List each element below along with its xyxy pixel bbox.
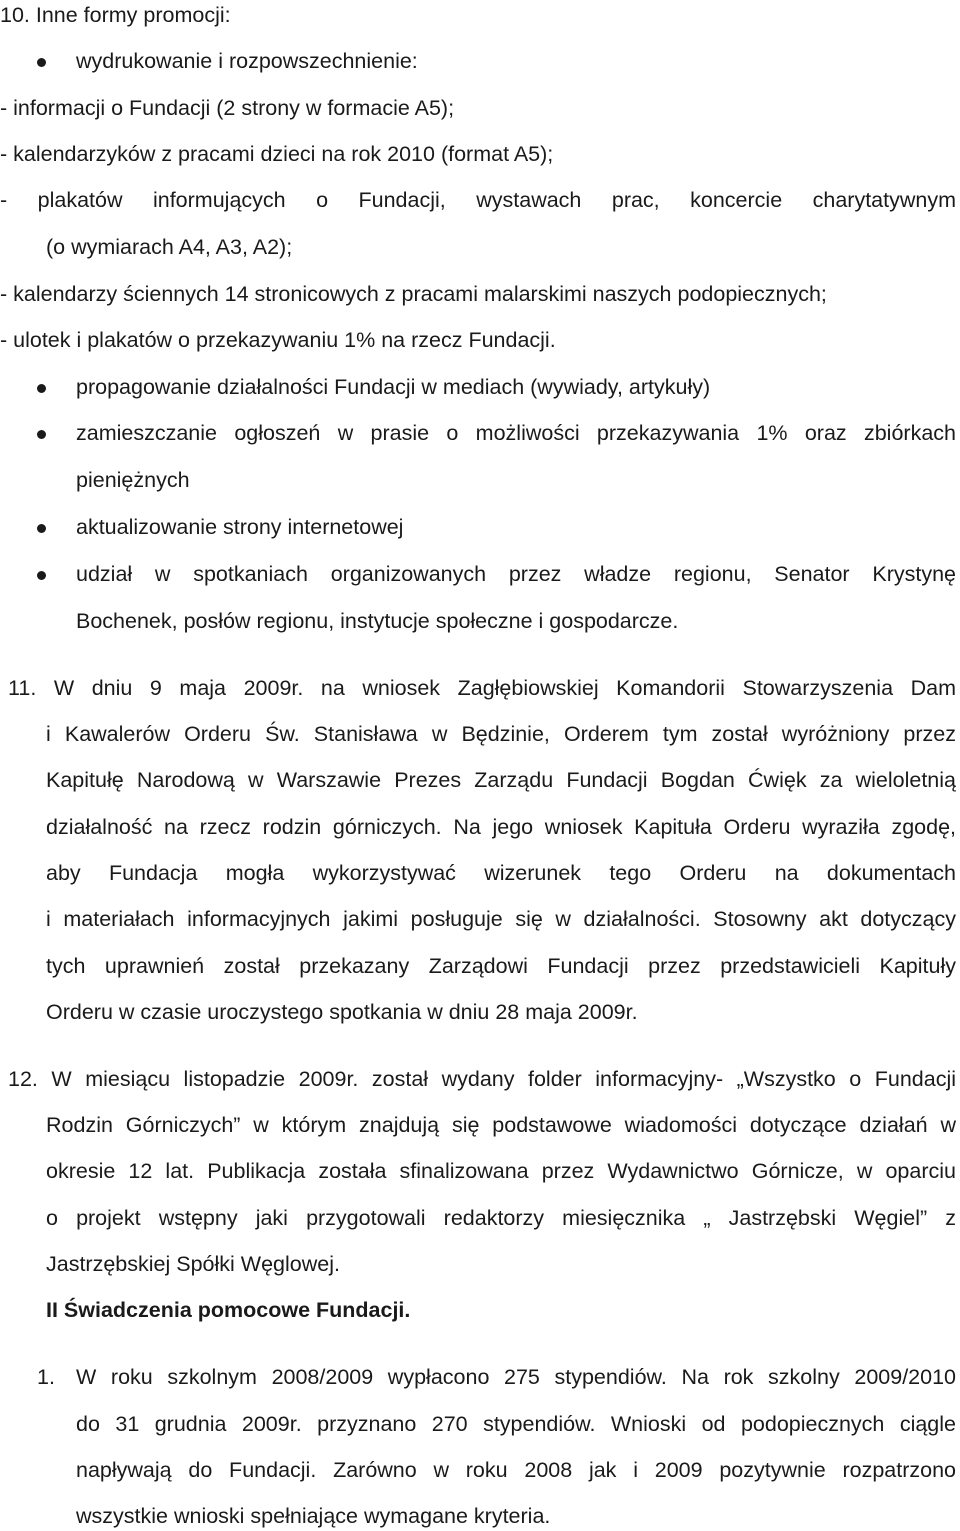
section-11-line: i Kawalerów Orderu Św. Stanisława w Będzinie, Orderem tym został wyróżniony przez [46,722,956,746]
section-11-line: Kapitułę Narodową w Warszawie Prezes Zarządu Fundacji Bogdan Ćwięk za wieloletnią [46,768,956,792]
section-12-line: o projekt wstępny jaki przygotowali redaktorzy miesięcznika „ Jastrzębski Węgiel” z [46,1206,956,1230]
bullet-icon [37,571,46,580]
section-11-line: działalność na rzecz rodzin górniczych. Na jego wniosek Kapituła Orderu wyraziła zgodę, [46,815,956,839]
list-item-continuation: pieniężnych [76,468,190,492]
dash-item: - informacji o Fundacji (2 strony w formacie A5); [0,96,455,120]
list-number: 1. [37,1365,55,1389]
dash-item: - plakatów informujących o Fundacji, wystawach prac, koncercie charytatywnym [0,188,956,212]
section-ii-heading: II Świadczenia pomocowe Fundacji. [46,1298,411,1322]
section-ii-line: napływają do Fundacji. Zarówno w roku 2008 jak i 2009 pozytywnie rozpatrzono [76,1458,956,1482]
section-ii-line: do 31 grudnia 2009r. przyznano 270 stypendiów. Wnioski od podopiecznych ciągle [76,1412,956,1436]
section-11-line: 11. W dniu 9 maja 2009r. na wniosek Zagłębiowskiej Komandorii Stowarzyszenia Dam [8,676,956,700]
dash-item: - kalendarzyków z pracami dzieci na rok 2010 (format A5); [0,142,554,166]
list-item: propagowanie działalności Fundacji w mediach (wywiady, artykuły) [76,375,711,399]
list-item-continuation: Bochenek, posłów regionu, instytucje społeczne i gospodarcze. [76,609,679,633]
section-11-line: i materiałach informacyjnych jakimi posługuje się w działalności. Stosowny akt dotyczący [46,907,956,931]
list-item: udział w spotkaniach organizowanych przez władze regionu, Senator Krystynę [76,562,956,586]
section-10-heading: 10. Inne formy promocji: [0,3,231,27]
dash-item-continuation: (o wymiarach A4, A3, A2); [46,235,293,259]
section-12-line: Rodzin Górniczych” w którym znajdują się podstawowe wiadomości dotyczące działań w [46,1113,956,1137]
section-11-line: Orderu w czasie uroczystego spotkania w dniu 28 maja 2009r. [46,1000,638,1024]
list-item: wydrukowanie i rozpowszechnienie: [76,49,418,73]
section-11-line: tych uprawnień został przekazany Zarządowi Fundacji przez przedstawicieli Kapituły [46,954,956,978]
section-ii-line: W roku szkolnym 2008/2009 wypłacono 275 stypendiów. Na rok szkolny 2009/2010 [76,1365,956,1389]
dash-item: - ulotek i plakatów o przekazywaniu 1% na rzecz Fundacji. [0,328,556,352]
bullet-icon [37,384,46,393]
dash-item: - kalendarzy ściennych 14 stronicowych z pracami malarskimi naszych podopiecznych; [0,282,827,306]
section-11-line: aby Fundacja mogła wykorzystywać wizerunek tego Orderu na dokumentach [46,861,956,885]
section-ii-line: wszystkie wnioski spełniające wymagane kryteria. [76,1504,551,1528]
bullet-icon [37,524,46,533]
bullet-icon [37,430,46,439]
section-12-line: okresie 12 lat. Publikacja została sfinalizowana przez Wydawnictwo Górnicze, w oparciu [46,1159,956,1183]
section-12-line: Jastrzębskiej Spółki Węglowej. [46,1252,340,1276]
bullet-icon [37,58,46,67]
list-item: aktualizowanie strony internetowej [76,515,404,539]
section-12-line: 12. W miesiącu listopadzie 2009r. został wydany folder informacyjny- „Wszystko o Fundacji [8,1067,956,1091]
list-item: zamieszczanie ogłoszeń w prasie o możliwości przekazywania 1% oraz zbiórkach [76,421,956,445]
